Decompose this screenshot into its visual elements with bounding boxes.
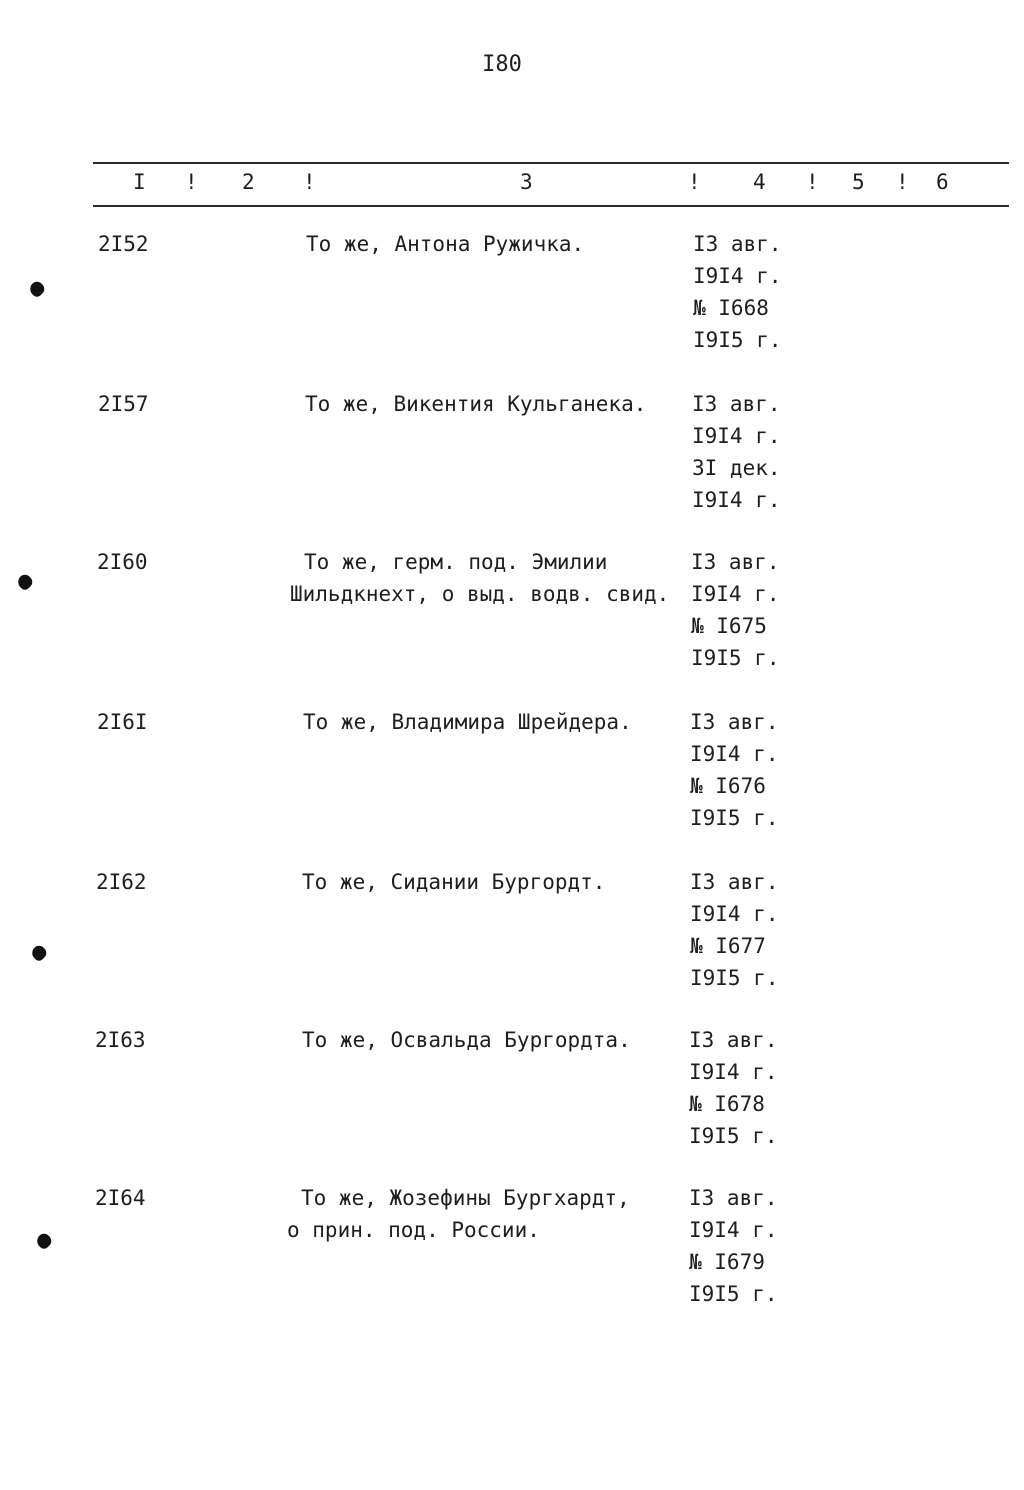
date-line: I9I4 г.	[693, 264, 782, 288]
record-dates	[689, 1182, 778, 1310]
date-line: № I679	[689, 1250, 765, 1274]
date-line: I3 авг.	[689, 1028, 778, 1052]
record-number: 2I64	[95, 1186, 146, 1210]
column-header-3: 3	[520, 170, 533, 194]
column-separator: !	[806, 170, 819, 194]
record-number: 2I57	[98, 392, 149, 416]
column-header-2: 2	[242, 170, 255, 194]
binding-hole-mark	[27, 279, 47, 299]
date-line: I9I4 г.	[691, 582, 780, 606]
date-line: I9I5 г.	[690, 806, 779, 830]
column-header-5: 5	[852, 170, 865, 194]
date-line: I3 авг.	[692, 392, 781, 416]
record-number: 2I6I	[97, 710, 148, 734]
description-line: Шильдкнехт, о выд. водв. свид.	[290, 582, 670, 606]
record-description	[302, 866, 702, 898]
record-description	[305, 388, 705, 420]
date-line: I3 авг.	[693, 232, 782, 256]
date-line: № I677	[690, 934, 766, 958]
page-number: I80	[482, 52, 522, 77]
description-line: То же, Владимира Шрейдера.	[303, 710, 632, 734]
record-number: 2I60	[97, 550, 148, 574]
binding-hole-mark	[34, 1231, 54, 1251]
description-line: То же, Жозефины Бургхардт,	[301, 1186, 630, 1210]
date-line: I9I4 г.	[692, 488, 781, 512]
date-line: I3 авг.	[690, 710, 779, 734]
description-line: То же, герм. под. Эмилии	[304, 550, 608, 574]
date-line: I9I4 г.	[689, 1060, 778, 1084]
date-line: I9I5 г.	[691, 646, 780, 670]
description-line: То же, Сидании Бургордт.	[302, 870, 606, 894]
record-number: 2I62	[96, 870, 147, 894]
date-line: I3 авг.	[691, 550, 780, 574]
record-number: 2I52	[98, 232, 149, 256]
date-line: 3I дек.	[692, 456, 781, 480]
column-separator: !	[896, 170, 909, 194]
date-line: № I678	[689, 1092, 765, 1116]
description-line: о прин. под. России.	[287, 1218, 540, 1242]
date-line: I9I4 г.	[689, 1218, 778, 1242]
date-line: I9I4 г.	[692, 424, 781, 448]
record-dates	[692, 388, 781, 516]
record-dates	[693, 228, 782, 356]
table-top-rule	[93, 162, 1009, 164]
record-description	[306, 228, 706, 260]
record-dates	[689, 1024, 778, 1152]
date-line: I9I5 г.	[690, 966, 779, 990]
column-separator: !	[303, 170, 316, 194]
binding-hole-mark	[15, 572, 35, 592]
binding-hole-mark	[29, 943, 49, 963]
description-line: То же, Освальда Бургордта.	[302, 1028, 631, 1052]
record-description	[287, 1182, 687, 1246]
column-header-6: 6	[936, 170, 949, 194]
record-description	[290, 546, 690, 610]
date-line: I3 авг.	[689, 1186, 778, 1210]
date-line: № I668	[693, 296, 769, 320]
date-line: № I675	[691, 614, 767, 638]
record-description	[303, 706, 703, 738]
record-number: 2I63	[95, 1028, 146, 1052]
record-description	[302, 1024, 702, 1056]
date-line: I9I5 г.	[693, 328, 782, 352]
description-line: То же, Викентия Кульганека.	[305, 392, 647, 416]
table-header-rule	[93, 205, 1009, 207]
description-line: То же, Антона Ружичка.	[306, 232, 585, 256]
column-header-row	[0, 170, 1024, 198]
record-dates	[690, 866, 779, 994]
column-header-4: 4	[753, 170, 766, 194]
column-header-1: I	[133, 170, 146, 194]
date-line: № I676	[690, 774, 766, 798]
column-separator: !	[185, 170, 198, 194]
date-line: I9I4 г.	[690, 742, 779, 766]
date-line: I9I5 г.	[689, 1282, 778, 1306]
date-line: I3 авг.	[690, 870, 779, 894]
date-line: I9I4 г.	[690, 902, 779, 926]
record-dates	[690, 706, 779, 834]
date-line: I9I5 г.	[689, 1124, 778, 1148]
record-dates	[691, 546, 780, 674]
column-separator: !	[688, 170, 701, 194]
